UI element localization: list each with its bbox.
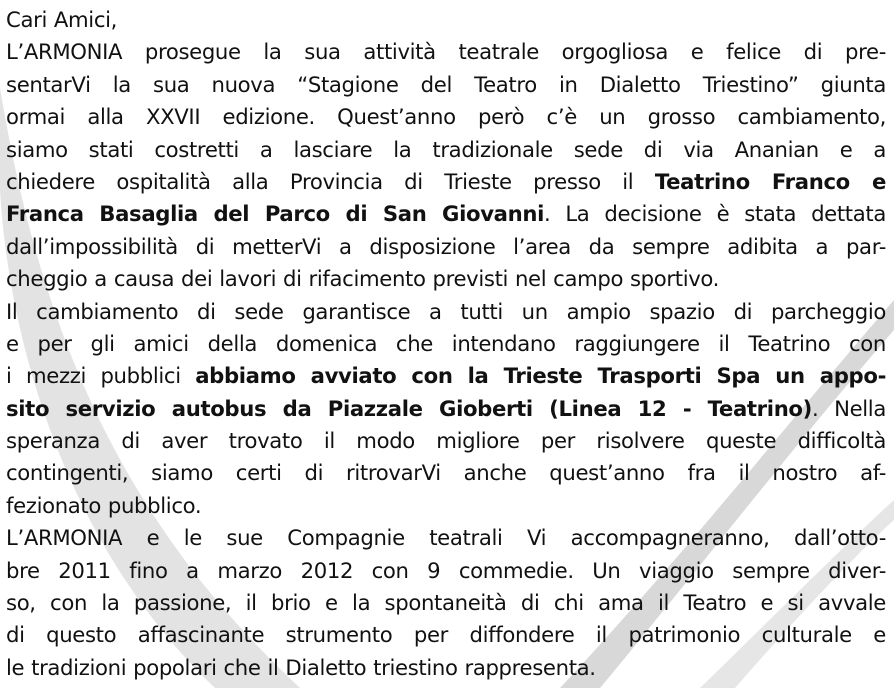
letter-body bbox=[6, 4, 886, 684]
greeting: Cari Amici, bbox=[6, 7, 118, 32]
text-span: . La decisione è stata dettata bbox=[543, 201, 886, 227]
text-line bbox=[6, 198, 886, 230]
text-span: di questo affascinante strumento per diffondere il patrimonio culturale e bbox=[6, 622, 886, 648]
text-span: bre 2011 fino a marzo 2012 con 9 commedie. Un viaggio sempre diver- bbox=[6, 557, 886, 583]
bold-text: Franca Basaglia del Parco di San Giovanni bbox=[6, 201, 544, 227]
text-line bbox=[6, 134, 886, 166]
text-line bbox=[6, 490, 886, 522]
text-span: sentarVi la sua nuova “Stagione del Teatro in Dialetto Triestino” giunta bbox=[6, 71, 886, 97]
text-line bbox=[6, 360, 886, 392]
text-span: Il cambiamento di sede garantisce a tutti un ampio spazio di parcheggio bbox=[6, 298, 886, 324]
text-span: ormai alla XXVII edizione. Quest’anno però c’è un grosso cambiamento, bbox=[6, 104, 886, 130]
text-span: cheggio a causa dei lavori di rifacimento previsti nel campo sportivo. bbox=[6, 266, 720, 292]
text-span: i mezzi pubblici bbox=[6, 363, 196, 389]
text-line bbox=[6, 263, 886, 295]
text-line bbox=[6, 619, 886, 651]
text-line bbox=[6, 69, 886, 101]
text-span: e per gli amici della domenica che intendano raggiungere il Teatrino con bbox=[6, 330, 886, 356]
bold-text: sito servizio autobus da Piazzale Gioberti (Linea 12 - Teatrino) bbox=[6, 395, 812, 421]
text-line bbox=[6, 587, 886, 619]
text-span: siamo stati costretti a lasciare la tradizionale sede di via Ananian e a bbox=[6, 136, 886, 162]
text-span: . Nella bbox=[811, 395, 886, 421]
text-span: L’ARMONIA prosegue la sua attività teatrale orgogliosa e felice di pre- bbox=[6, 39, 886, 65]
text-span: fezionato pubblico. bbox=[6, 492, 202, 518]
paragraphs bbox=[6, 36, 886, 684]
text-span: chiedere ospitalità alla Provincia di Trieste presso il bbox=[6, 168, 655, 194]
text-span: so, con la passione, il brio e la spontaneità di chi ama il Teatro e si avvale bbox=[6, 590, 886, 616]
bold-text: abbiamo avviato con la Trieste Trasporti Spa un appo- bbox=[195, 363, 887, 389]
text-span: speranza di aver trovato il modo migliore per risolvere queste difficoltà bbox=[6, 428, 886, 454]
text-line bbox=[6, 457, 886, 489]
text-line bbox=[6, 393, 886, 425]
bold-text: Teatrino Franco e bbox=[654, 168, 886, 194]
text-line bbox=[6, 36, 886, 68]
text-span: L’ARMONIA e le sue Compagnie teatrali Vi accompagneranno, dall’otto- bbox=[6, 525, 886, 551]
text-line bbox=[6, 328, 886, 360]
text-line bbox=[6, 425, 886, 457]
text-span: le tradizioni popolari che il Dialetto triestino rappresenta. bbox=[6, 654, 596, 680]
text-line bbox=[6, 296, 886, 328]
text-span: dall’impossibilità di metterVi a disposizione l’area da sempre adibita a par- bbox=[6, 233, 886, 259]
text-line bbox=[6, 101, 886, 133]
text-line bbox=[6, 231, 886, 263]
text-line bbox=[6, 522, 886, 554]
text-line bbox=[6, 555, 886, 587]
text-span: contingenti, siamo certi di ritrovarVi anche quest’anno fra il nostro af- bbox=[6, 460, 886, 486]
text-line bbox=[6, 166, 886, 198]
text-line bbox=[6, 652, 886, 684]
